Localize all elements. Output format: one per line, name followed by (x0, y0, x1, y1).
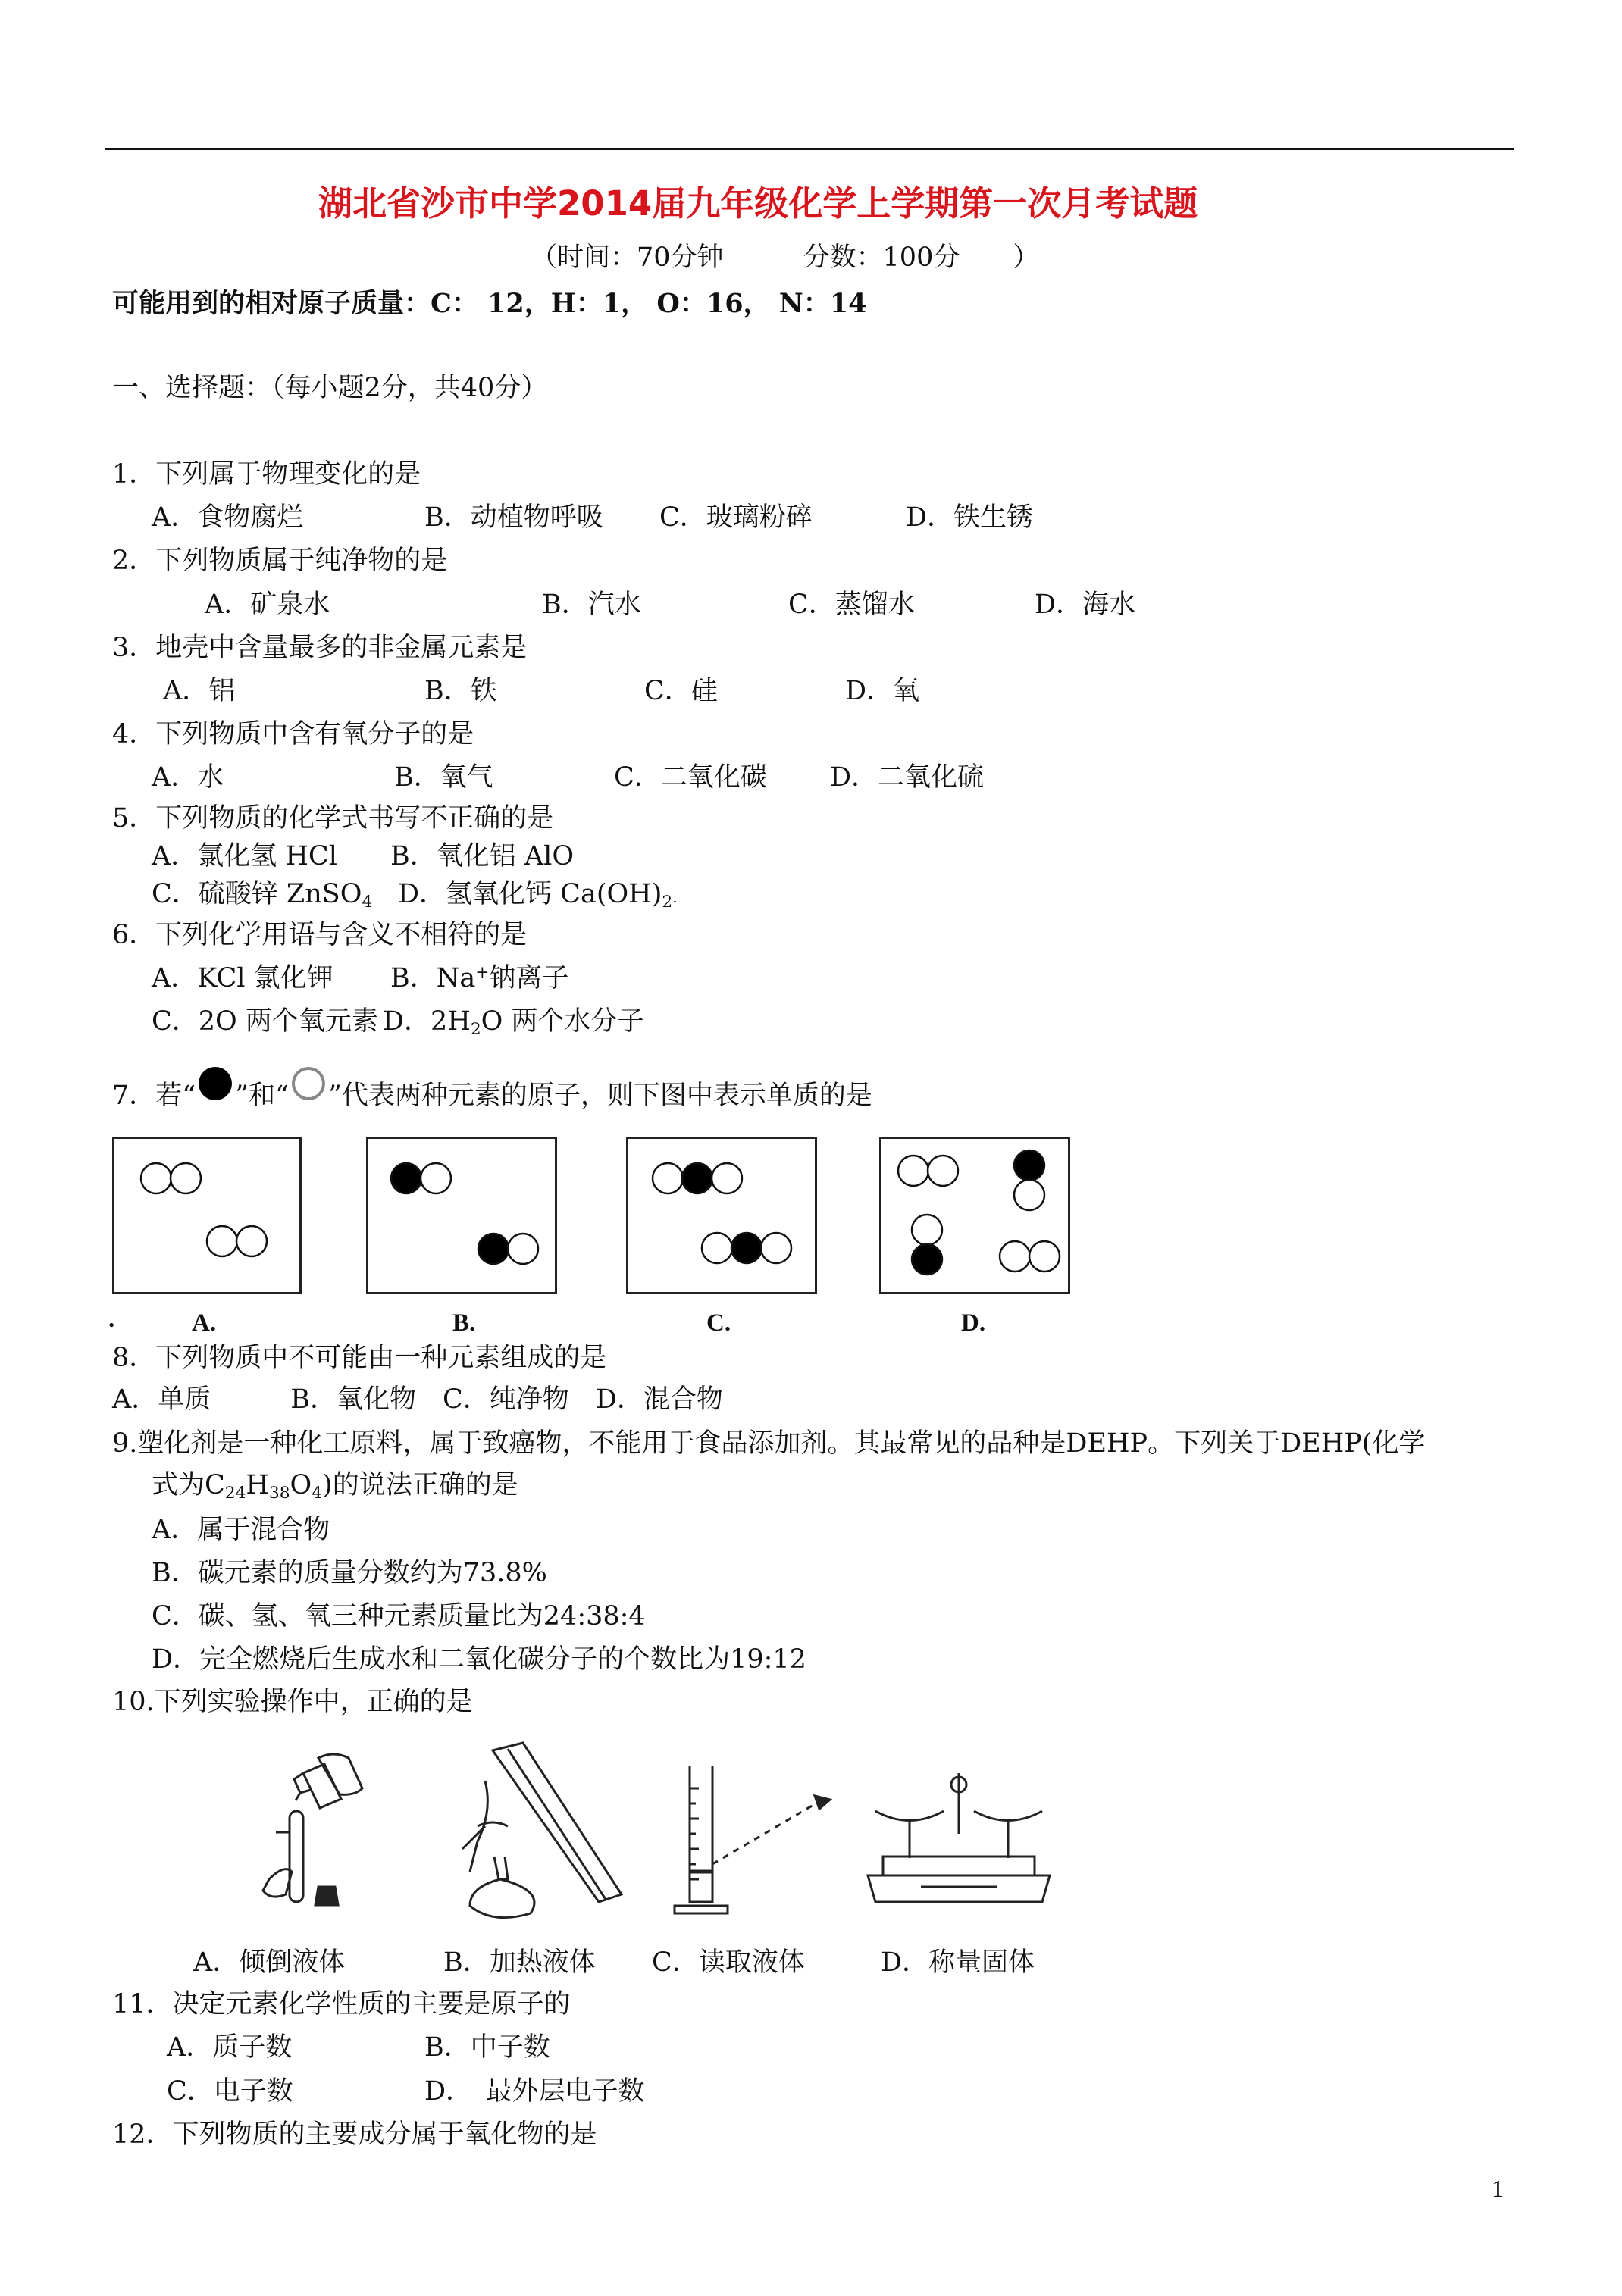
q1-option-b: B．动植物呼吸 (424, 502, 603, 533)
q1-option-c: C．玻璃粉碎 (659, 502, 813, 533)
q2-option-a: A．矿泉水 (205, 590, 330, 620)
q4-stem: 4．下列物质中含有氧分子的是 (112, 719, 474, 749)
q11-option-d: D． 最外层电子数 (424, 2076, 645, 2107)
q4-option-c: C．二氧化碳 (614, 762, 767, 793)
q1-stem: 1．下列属于物理变化的是 (112, 459, 421, 490)
q7-diagram-a (112, 1137, 302, 1294)
q10-caption-b: B．加热液体 (443, 1947, 596, 1978)
page-number: 1 (1492, 2175, 1504, 2202)
q2-option-d: D．海水 (1035, 590, 1136, 620)
q3-option-d: D．氧 (845, 676, 920, 706)
atomic-masses: 可能用到的相对原子质量：C： 12，H：1， O：16， N：14 (112, 288, 867, 319)
q7-label-d: D. (961, 1309, 986, 1337)
q3-option-c: C．硅 (644, 676, 718, 706)
q1-option-d: D．铁生锈 (906, 502, 1034, 533)
q10-caption-d: D．称量固体 (881, 1947, 1035, 1978)
q7-dot: . (108, 1306, 115, 1333)
pour-liquid-figure (227, 1743, 379, 1925)
q5-stem: 5．下列物质的化学式书写不正确的是 (112, 803, 554, 834)
q6-option-c: C．2O 两个氧元素 (152, 1006, 378, 1037)
q2-option-c: C．蒸馏水 (788, 590, 915, 620)
q10-caption-a: A．倾倒液体 (193, 1947, 346, 1978)
q2-stem: 2．下列物质属于纯净物的是 (112, 546, 448, 576)
q1-option-a: A．食物腐烂 (152, 502, 304, 533)
header-rule (105, 148, 1514, 150)
q10-caption-c: C．读取液体 (652, 1947, 805, 1978)
q7-diagram-d (879, 1137, 1070, 1294)
q7-diagram-c (626, 1137, 817, 1294)
q4-option-a: A．水 (152, 762, 224, 793)
q12-stem: 12．下列物质的主要成分属于氧化物的是 (112, 2119, 597, 2150)
q3-stem: 3．地壳中含量最多的非金属元素是 (112, 633, 528, 663)
q10-stem: 10.下列实验操作中，正确的是 (112, 1687, 473, 1717)
q7-label-a: A. (192, 1309, 217, 1337)
exam-title: 湖北省沙市中学2014届九年级化学上学期第一次月考试题 (318, 183, 1198, 224)
balance-figure (860, 1766, 1057, 1917)
q9-option-b: B．碳元素的质量分数约为73.8% (152, 1558, 547, 1588)
q11-stem: 11．决定元素化学性质的主要是原子的 (112, 1989, 571, 2019)
black-atom-icon (196, 1079, 235, 1106)
q6-option-a: A．KCl 氯化钾 (152, 963, 333, 993)
read-volume-figure (667, 1758, 841, 1925)
q9-option-a: A．属于混合物 (152, 1515, 330, 1545)
q9-option-d: D．完全燃烧后生成水和二氧化碳分子的个数比为19:12 (152, 1644, 806, 1675)
q4-option-b: B．氧气 (394, 762, 493, 793)
q7-stem: 7．若“ ”和“ ”代表两种元素的原子，则下图中表示单质的是 (112, 1079, 872, 1109)
q3-option-a: A．铝 (163, 676, 236, 706)
q8-options: A．单质 B．氧化物 C．纯净物 D．混合物 (112, 1384, 723, 1415)
q5-option-d: D．氢氧化钙 $Ca(OH)_2$. (398, 879, 678, 912)
q9-stem-line2: 式为$C_{24}H_{38}O_4$)的说法正确的是 (152, 1470, 518, 1503)
section-heading: 一、选择题：（每小题2分，共40分） (112, 373, 548, 403)
q6-stem: 6．下列化学用语与含义不相符的是 (112, 920, 528, 950)
q4-option-d: D．二氧化硫 (830, 762, 985, 793)
heat-liquid-figure (447, 1735, 644, 1925)
white-atom-icon (289, 1079, 328, 1106)
q11-option-a: A．质子数 (167, 2032, 293, 2063)
q3-option-b: B．铁 (424, 676, 497, 706)
q8-stem: 8．下列物质中不可能由一种元素组成的是 (112, 1343, 607, 1373)
q9-option-c: C．碳、氢、氧三种元素质量比为24:38:4 (152, 1601, 646, 1631)
exam-subtitle: （时间：70分钟 分数：100分 ） (531, 242, 1040, 273)
q11-option-c: C．电子数 (167, 2076, 293, 2107)
q5-option-a: A．氯化氢 HCl (152, 841, 337, 871)
q7-diagram-b (366, 1137, 557, 1294)
q5-option-c: C．硫酸锌 ZnSO$_4$ (152, 879, 373, 912)
q9-stem-line1: 9.塑化剂是一种化工原料，属于致癌物，不能用于食品添加剂。其最常见的品种是DEHP。下列关于DEHP(化学 (112, 1428, 1426, 1459)
q5-option-b: B．氧化铝 AlO (390, 841, 575, 871)
q6-option-b: B．Na+钠离子 (390, 963, 569, 993)
q6-option-d: D．$2H_2O$ 两个水分子 (383, 1006, 644, 1040)
q2-option-b: B．汽水 (542, 590, 641, 620)
q7-label-b: B. (452, 1309, 476, 1337)
q11-option-b: B．中子数 (424, 2032, 550, 2063)
q7-label-c: C. (706, 1309, 731, 1337)
